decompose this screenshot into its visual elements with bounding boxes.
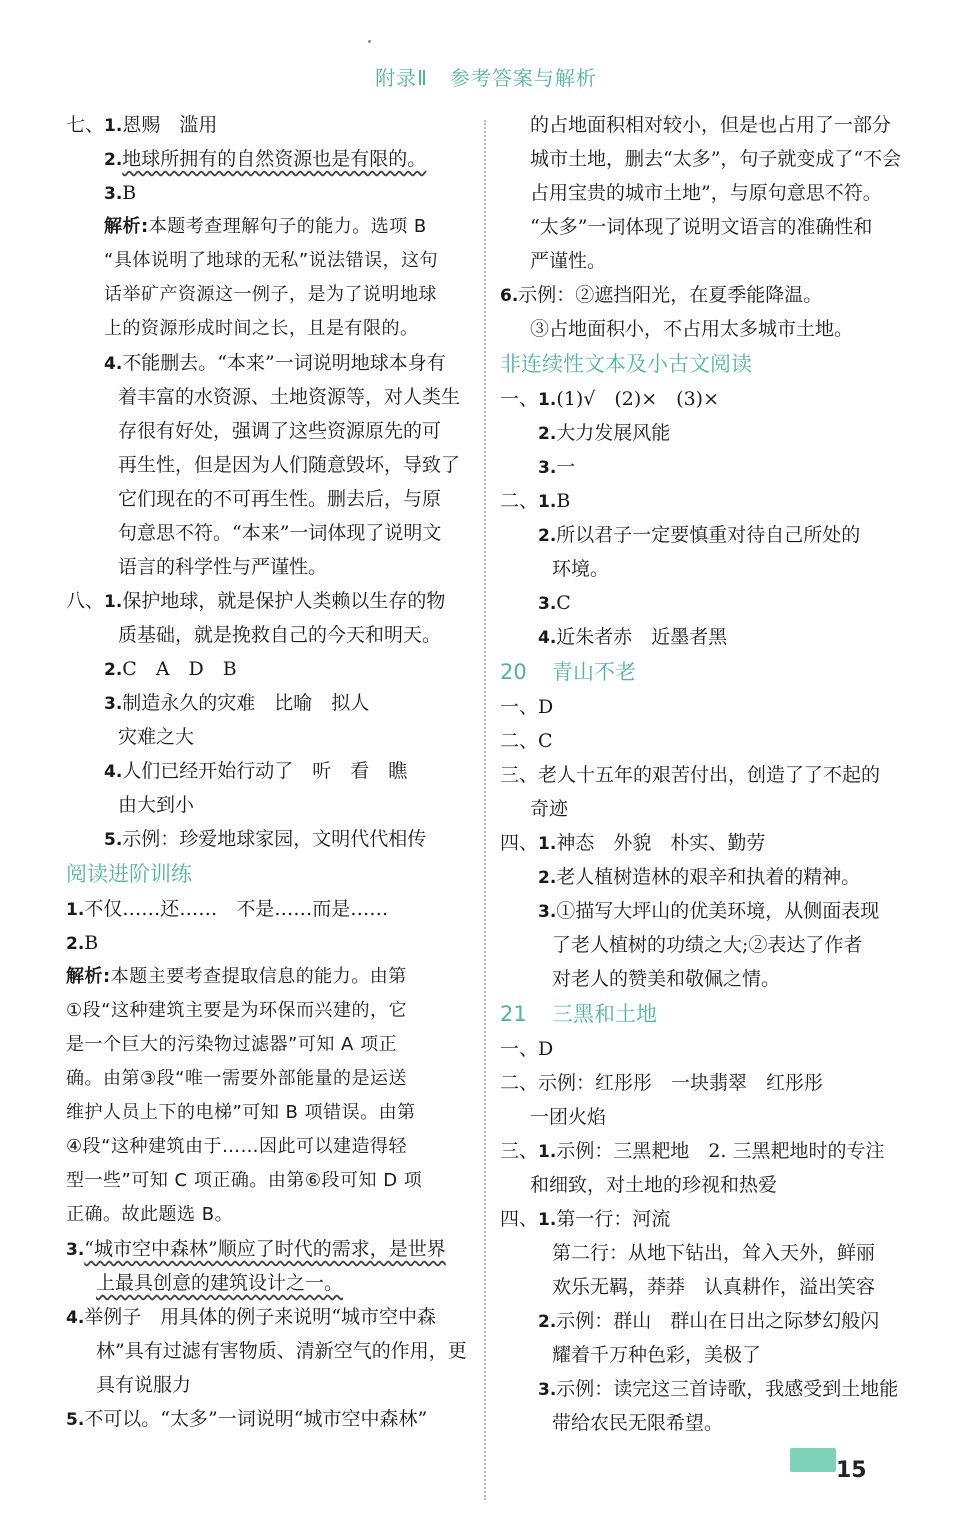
question-number: 4. <box>104 354 123 374</box>
answer-line <box>500 1236 910 1270</box>
answer-text: “具体说明了地球的无私”说法错误，这句 <box>104 250 439 271</box>
answer-text: 欢乐无羁，莽莽 认真耕作，溢出笑容 <box>552 1276 876 1298</box>
answer-text: 语言的科学性与严谨性。 <box>118 556 328 578</box>
answer-line <box>500 1304 910 1338</box>
analysis-line <box>66 1028 468 1062</box>
answer-text: 一 <box>556 456 576 478</box>
answer-line <box>500 518 910 552</box>
answer-line <box>500 1406 910 1440</box>
question-number: 2. <box>538 424 557 444</box>
answer-text: C <box>538 730 553 752</box>
section-title <box>500 346 910 382</box>
question-number: 5. <box>66 1410 85 1430</box>
question-number: 1. <box>538 390 557 410</box>
answer-text: 正确。故此题选 B。 <box>66 1204 234 1225</box>
question-number: 3. <box>538 594 557 614</box>
question-prefix: 八、 <box>66 590 105 612</box>
answer-line <box>66 720 468 754</box>
question-number: 1. <box>66 900 85 920</box>
answer-line <box>500 108 910 142</box>
answer-text: 占用宝贵的城市土地”，与原句意思不符。 <box>530 182 882 204</box>
question-number: 3. <box>538 902 557 922</box>
answer-line <box>66 516 468 550</box>
analysis-line <box>66 1164 468 1198</box>
answer-line <box>66 176 468 210</box>
answer-line <box>66 926 468 960</box>
section-title <box>66 856 468 892</box>
section-title-text: 阅读进阶训练 <box>66 862 192 886</box>
watermark-logo <box>800 1455 970 1535</box>
answer-text: 着丰富的水资源、土地资源等，对人类生 <box>118 386 461 408</box>
answer-line <box>500 1168 910 1202</box>
running-header <box>0 62 972 91</box>
question-number: 2. <box>538 1312 557 1332</box>
analysis-line <box>66 1062 468 1096</box>
answer-line <box>500 620 910 654</box>
answer-text: 一团火焰 <box>530 1106 607 1128</box>
answer-text: 神态 外貌 朴实、勤劳 <box>556 832 766 854</box>
question-number: 1. <box>538 1210 557 1230</box>
answer-text: 示例：读完这三首诗歌，我感受到土地能 <box>556 1378 899 1400</box>
section-number: 21 <box>500 1002 527 1026</box>
answer-text: 耀着千万种色彩，美极了 <box>552 1344 762 1366</box>
analysis-line <box>66 1096 468 1130</box>
answer-text: 型一些”可知 C 项正确。由第⑥段可知 D 项 <box>66 1170 423 1191</box>
answer-line <box>66 550 468 584</box>
answer-text: 具有说服力 <box>96 1374 192 1396</box>
analysis-line <box>66 244 468 278</box>
answer-line <box>500 1372 910 1406</box>
answer-text: B <box>122 182 137 204</box>
answer-text: 人们已经开始行动了 听 看 瞧 <box>122 760 408 782</box>
answer-text: 大力发展风能 <box>556 422 671 444</box>
question-number: 4. <box>66 1308 85 1328</box>
answer-line <box>500 1134 910 1168</box>
question-number: 3. <box>104 694 123 714</box>
answer-line <box>500 312 910 346</box>
answer-text: D <box>538 696 554 718</box>
answer-line <box>500 1100 910 1134</box>
answer-text: ④段“这种建筑由于……因此可以建造得轻 <box>66 1136 407 1157</box>
question-prefix: 一、 <box>500 388 539 410</box>
question-number: 2. <box>104 660 123 680</box>
answer-text: 本题主要考查提取信息的能力。由第 <box>110 966 407 987</box>
answer-line <box>66 346 468 380</box>
answer-text: 了老人植树的功绩之大;②表达了作者 <box>552 934 863 956</box>
analysis-line <box>66 210 468 244</box>
question-number: 3. <box>104 184 123 204</box>
answer-text: 再生性，但是因为人们随意毁坏，导致了 <box>118 454 461 476</box>
answer-line <box>66 1334 468 1368</box>
answer-text: 灾难之大 <box>118 726 195 748</box>
answer-text: B <box>84 932 99 954</box>
question-prefix: 七、 <box>66 114 105 136</box>
answer-line <box>66 1368 468 1402</box>
question-number: 1. <box>538 492 557 512</box>
answer-text: D <box>538 1038 554 1060</box>
answer-line <box>500 928 910 962</box>
answer-text: 的占地面积相对较小，但是也占用了一部分 <box>530 114 892 136</box>
answer-text: 上的资源形成时间之长，且是有限的。 <box>104 318 419 339</box>
answer-text: C <box>556 592 571 614</box>
question-prefix: 二、 <box>500 1072 539 1094</box>
answer-text: 奇迹 <box>530 798 569 820</box>
answer-text: 质基础，就是挽救自己的今天和明天。 <box>118 624 442 646</box>
answer-text: ①段“这种建筑主要是为环保而兴建的，它 <box>66 1000 407 1021</box>
answer-line <box>500 860 910 894</box>
question-number: 1. <box>104 592 123 612</box>
answer-line <box>66 1300 468 1334</box>
section-title-text: 非连续性文本及小古文阅读 <box>500 352 752 376</box>
answer-line <box>500 552 910 586</box>
header-appendix: 附录Ⅱ <box>375 66 428 90</box>
answer-line <box>66 618 468 652</box>
answer-line <box>66 448 468 482</box>
analysis-line <box>66 960 468 994</box>
answer-line <box>66 788 468 822</box>
answer-text: 上最具创意的建筑设计之一。 <box>96 1272 344 1294</box>
analysis-line <box>66 994 468 1028</box>
answer-line <box>66 414 468 448</box>
answer-text: 地球所拥有的自然资源也是有限的。 <box>122 148 427 170</box>
answer-line <box>66 686 468 720</box>
analysis-line <box>66 278 468 312</box>
question-number: 4. <box>104 762 123 782</box>
question-prefix: 一、 <box>500 696 539 718</box>
question-number: 2. <box>538 868 557 888</box>
answer-text: 不能删去。“本来”一词说明地球本身有 <box>122 352 446 374</box>
question-number: 2. <box>66 934 85 954</box>
answer-line <box>66 482 468 516</box>
answer-text: 老人植树造林的艰辛和执着的精神。 <box>556 866 861 888</box>
answer-text: 带给农民无限希望。 <box>552 1412 724 1434</box>
answer-line <box>500 690 910 724</box>
answer-line <box>66 892 468 926</box>
section-number: 20 <box>500 660 527 684</box>
question-number: 3. <box>538 1380 557 1400</box>
answer-text: 保护地球，就是保护人类赖以生存的物 <box>122 590 446 612</box>
answer-text: 由大到小 <box>118 794 195 816</box>
analysis-line <box>66 312 468 346</box>
answer-line <box>66 108 468 142</box>
header-title: 参考答案与解析 <box>449 66 597 90</box>
answer-text: 举例子 用具体的例子来说明“城市空中森 <box>84 1306 437 1328</box>
question-prefix: 二、 <box>500 730 539 752</box>
answer-line <box>500 792 910 826</box>
page-number: 15 <box>836 1458 867 1483</box>
answer-line <box>500 724 910 758</box>
answer-text: 恩赐 滥用 <box>122 114 218 136</box>
answer-text: 林”具有过滤有害物质、清新空气的作用，更 <box>96 1340 467 1362</box>
answer-text: 存很有好处，强调了这些资源原先的可 <box>118 420 442 442</box>
answer-text: 示例：红彤彤 一块翡翠 红彤彤 <box>538 1072 824 1094</box>
answer-line <box>66 584 468 618</box>
answer-text: 示例：珍爱地球家园，文明代代相传 <box>122 828 427 850</box>
question-number: 1. <box>538 834 557 854</box>
answer-text: 维护人员上下的电梯”可知 B 项错误。由第 <box>66 1102 416 1123</box>
answer-line <box>500 142 910 176</box>
answer-text: 第二行：从地下钻出，耸入天外，鲜丽 <box>552 1242 876 1264</box>
answer-text: 和细致，对土地的珍视和热爱 <box>530 1174 778 1196</box>
answer-text: “城市空中森林”顺应了时代的需求，是世界 <box>84 1238 446 1260</box>
answer-text: 不仅……还…… 不是……而是…… <box>84 898 389 920</box>
answer-text: 它们现在的不可再生性。删去后，与原 <box>118 488 442 510</box>
answer-line <box>500 894 910 928</box>
question-prefix: 二、 <box>500 490 539 512</box>
answer-text: 句意思不符。“本来”一词体现了说明文 <box>118 522 442 544</box>
answer-line <box>500 1270 910 1304</box>
question-number: 1. <box>104 116 123 136</box>
question-number: 2. <box>538 526 557 546</box>
analysis-label: 解析: <box>66 966 111 987</box>
answer-text: 是一个巨大的污染物过滤器”可知 A 项正 <box>66 1034 398 1055</box>
left-column <box>66 108 468 1436</box>
answer-line <box>66 652 468 686</box>
answer-text: 近朱者赤 近墨者黑 <box>556 626 728 648</box>
answer-line <box>500 176 910 210</box>
answer-line <box>500 244 910 278</box>
answer-line <box>500 484 910 518</box>
answer-line <box>500 278 910 312</box>
answer-text: 环境。 <box>552 558 610 580</box>
question-prefix: 四、 <box>500 832 539 854</box>
answer-line <box>500 1202 910 1236</box>
answer-line <box>500 1338 910 1372</box>
answer-line <box>500 962 910 996</box>
question-number: 3. <box>66 1240 85 1260</box>
header-dot <box>368 40 371 43</box>
answer-line <box>500 586 910 620</box>
question-number: 2. <box>104 150 123 170</box>
answer-text: 严谨性。 <box>530 250 607 272</box>
answer-text: 老人十五年的艰苦付出，创造了了不起的 <box>538 764 881 786</box>
answer-line <box>66 1232 468 1266</box>
answer-line <box>66 380 468 414</box>
answer-text: ①描写大坪山的优美环境，从侧面表现 <box>556 900 880 922</box>
analysis-label: 解析: <box>104 216 149 237</box>
question-number: 6. <box>500 286 519 306</box>
right-column <box>500 108 910 1440</box>
question-prefix: 三、 <box>500 764 539 786</box>
answer-line <box>66 1266 468 1300</box>
answer-line <box>500 826 910 860</box>
analysis-line <box>66 1130 468 1164</box>
analysis-line <box>66 1198 468 1232</box>
answer-line <box>500 210 910 244</box>
section-title-text: 三黑和土地 <box>552 1002 657 1026</box>
answer-text: 确。由第③段“唯一需要外部能量的是运送 <box>66 1068 407 1089</box>
answer-line <box>66 1402 468 1436</box>
answer-line <box>500 758 910 792</box>
section-title <box>500 996 910 1032</box>
question-number: 5. <box>104 830 123 850</box>
answer-text: 城市土地，删去“太多”，句子就变成了“不会 <box>530 148 902 170</box>
answer-text: 本题考查理解句子的能力。选项 B <box>148 216 427 237</box>
answer-text: 制造永久的灾难 比喻 拟人 <box>122 692 370 714</box>
answer-text: 所以君子一定要慎重对待自己所处的 <box>556 524 861 546</box>
section-title-text: 青山不老 <box>552 660 636 684</box>
question-prefix: 四、 <box>500 1208 539 1230</box>
column-divider <box>484 120 486 1500</box>
answer-line <box>500 382 910 416</box>
answer-text: “太多”一词体现了说明文语言的准确性和 <box>530 216 873 238</box>
answer-line <box>500 1032 910 1066</box>
question-number: 3. <box>538 458 557 478</box>
answer-text: (1)√ (2)× (3)× <box>556 388 720 410</box>
answer-line <box>66 754 468 788</box>
question-number: 1. <box>538 1142 557 1162</box>
answer-line <box>66 142 468 176</box>
answer-text: ③占地面积小，不占用太多城市土地。 <box>530 318 854 340</box>
answer-text: 不可以。“太多”一词说明“城市空中森林” <box>84 1408 428 1430</box>
answer-line <box>500 450 910 484</box>
answer-line <box>500 1066 910 1100</box>
answer-text: 第一行：河流 <box>556 1208 671 1230</box>
answer-line <box>500 416 910 450</box>
answer-text: 话举矿产资源这一例子，是为了说明地球 <box>104 284 437 305</box>
answer-text: 对老人的赞美和敬佩之情。 <box>552 968 781 990</box>
answer-text: C A D B <box>122 658 237 680</box>
section-title <box>500 654 910 690</box>
question-prefix: 一、 <box>500 1038 539 1060</box>
answer-text: 示例：三黑耙地 2. 三黑耙地时的专注 <box>556 1140 885 1162</box>
answer-text: 示例：②遮挡阳光，在夏季能降温。 <box>518 284 823 306</box>
question-prefix: 三、 <box>500 1140 539 1162</box>
answer-line <box>66 822 468 856</box>
question-number: 4. <box>538 628 557 648</box>
answer-text: 示例：群山 群山在日出之际梦幻般闪 <box>556 1310 880 1332</box>
answer-text: B <box>556 490 571 512</box>
